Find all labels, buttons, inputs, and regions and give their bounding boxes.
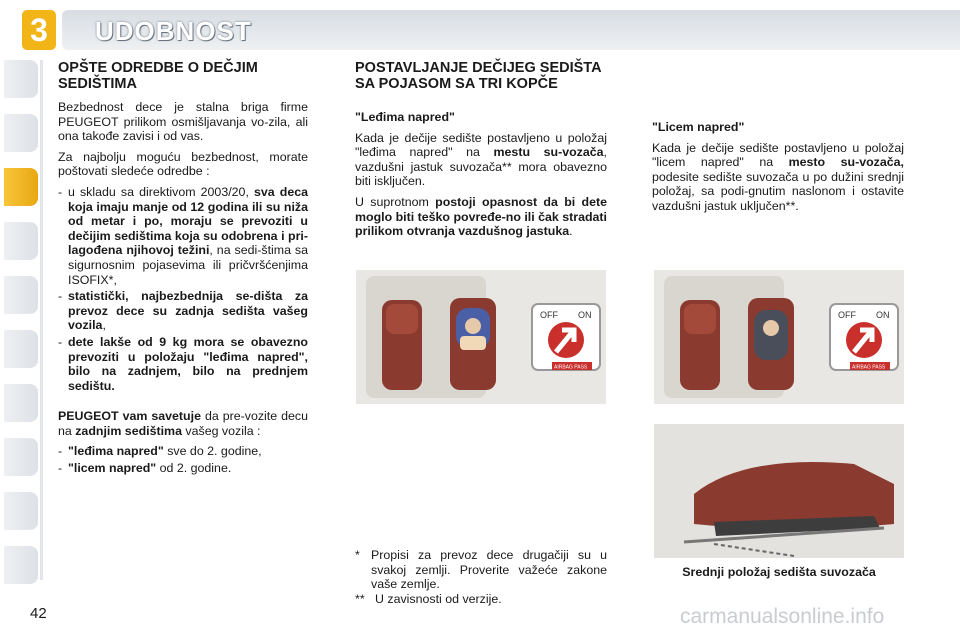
list-item: - "licem napred" od 2. godine. [58,461,232,476]
section-heading: POSTAVLJANJE DEČIJEG SEDIŠTA SA POJASOM SA TRI KOPČE [355,60,602,92]
paragraph: U suprotnom postoji opasnost da bi dete moglo biti teško povređe-no ili čak stradati prilikom otvranja vazdušnog jastuka. [355,194,608,239]
watermark: carmanualsonline.info [680,605,885,628]
forward-facing-seat-illustration [654,270,904,404]
list-item: - "leđima napred" sve do 2. godine, [58,444,262,459]
switch-off-label: OFF [838,310,856,320]
chapter-tab-6[interactable] [4,330,38,368]
general-rules-section [58,60,308,478]
paragraph: Za najbolju moguću bezbednost, morate poštovati sledeće odredbe : [58,149,308,179]
chapter-tab-8[interactable] [4,438,38,476]
chapter-tab-5[interactable] [4,276,38,314]
switch-off-label: OFF [540,310,558,320]
paragraph: Kada je dečije sedište postavljeno u položaj "leđima napred" na mestu su-vozača, vazdušni jastuk suvozača** mora obavezno biti isključen. [355,130,607,189]
section-heading: OPŠTE ODREDBE O DEČJIM SEDIŠTIMA [58,60,258,92]
chapter-tab-1[interactable] [4,60,38,98]
forward-facing-section [652,120,904,220]
chapter-tab-9[interactable] [4,492,38,530]
subheading-forward-facing: "Licem napred" [652,120,745,134]
footnote-2: ** U zavisnosti od verzije. [355,592,502,606]
chapter-tab-4[interactable] [4,222,38,260]
list-item: - statistički, najbezbednija se-dišta za prevoz dece su zadnja sedišta vašeg vozila, [58,289,308,333]
chapter-tabs [0,60,52,580]
airbag-pass-label: AIRBAG PASS [554,364,588,371]
list-item: - dete lakše od 9 kg mora se obavezno prevoziti u položaju "leđima napred", bilo na zadnjem, bilo na prednjem sedištu. [58,334,308,393]
page-title: UDOBNOST [95,16,252,46]
paragraph: Kada je dečije sedište postavljeno u položaj "licem napred" na mesto su-vozača, podesite sedište suvozača u po dužini srednji položaj, sa podi-gnutim naslonom i ostavite vazdušni jastuk uključen**. [652,140,904,213]
chapter-tab-10[interactable] [4,546,38,584]
seat-rail-illustration [654,424,904,558]
page-number: 42 [30,605,47,622]
list-item: - u skladu sa direktivom 2003/20, sva deca koja imaju manje od 12 godina ili su niža od metar i po, moraju se prevoziti u dečijim sedištima koja su odobrena i pri-lagođena njihovoj težini, na sedi-štima sa sigurnosnim pojasevima ili pričvršćenjima ISOFIX*, [58,184,308,287]
seat-position-caption: Srednji položaj sedišta suvozača [682,565,876,579]
switch-on-label: ON [578,310,592,320]
chapter-tab-3-active[interactable] [4,168,38,206]
switch-on-label: ON [876,310,890,320]
rear-facing-seat-illustration [356,270,606,404]
footnote-1: * Propisi za prevoz dece drugačiji su u svakoj zemlji. Proverite važeće zakone vaše zemlje. [355,548,607,592]
subheading-rear-facing: "Leđima napred" [355,110,455,124]
chapter-tab-2[interactable] [4,114,38,152]
paragraph: Bezbednost dece je stalna briga firme PEUGEOT prilikom osmišljavanja vo-zila, ali ona takođe zavisi i od vas. [58,100,308,144]
airbag-pass-label: AIRBAG PASS [852,364,886,371]
header-bar [0,0,960,58]
chapter-tab-7[interactable] [4,384,38,422]
paragraph: PEUGEOT vam savetuje da pre-vozite decu na zadnjim sedištima vašeg vozila : [58,409,308,438]
three-point-belt-section [355,60,607,245]
chapter-number: 3 [22,10,56,50]
